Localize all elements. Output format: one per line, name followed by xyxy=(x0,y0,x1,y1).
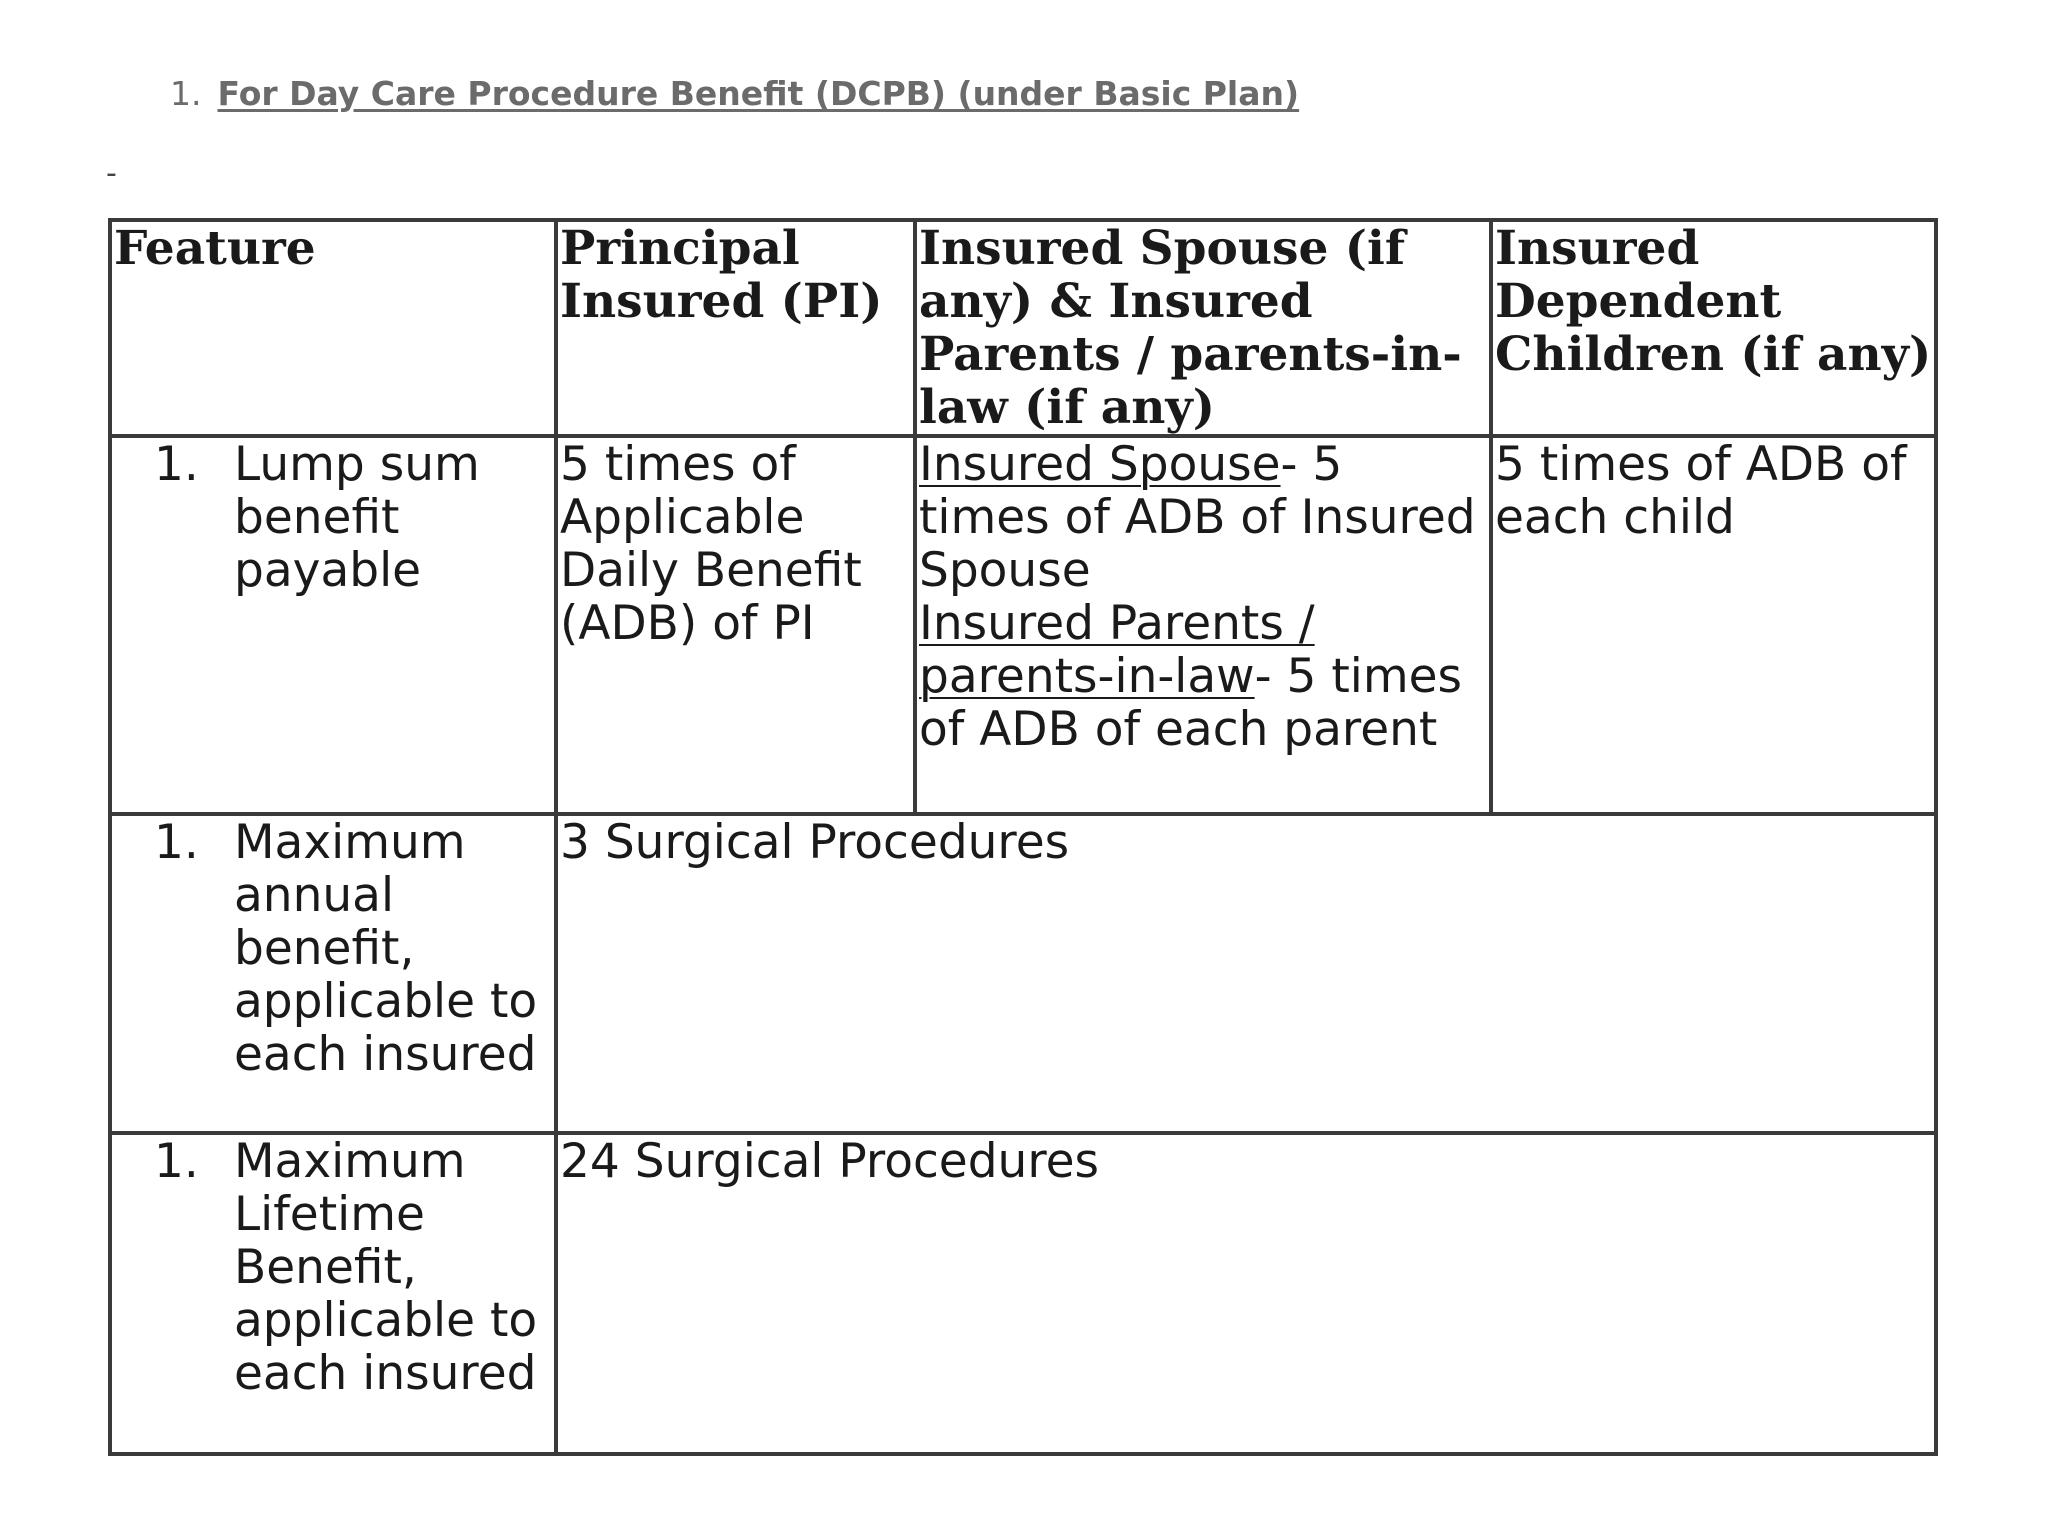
stray-dash: - xyxy=(106,156,117,191)
principal-value: 5 times of Applicable Daily Benefit (ADB) of PI xyxy=(556,436,915,814)
merged-value: 3 Surgical Procedures xyxy=(556,814,1936,1133)
header-insured-children: Insured Dependent Children (if any) xyxy=(1491,220,1936,436)
parents-label: Insured Parents / parents-in-law xyxy=(919,596,1315,704)
table-row xyxy=(110,814,1936,1133)
children-value: 5 times of ADB of each child xyxy=(1491,436,1936,814)
header-principal-insured: Principal Insured (PI) xyxy=(556,220,915,436)
header-insured-spouse-parents: Insured Spouse (if any) & Insured Parents / parents-in-law (if any) xyxy=(915,220,1491,436)
list-number: 1. xyxy=(154,1134,199,1189)
spouse-parents-value xyxy=(915,436,1491,814)
list-number: 1. xyxy=(154,437,199,492)
section-heading xyxy=(170,74,1299,113)
parents-text: - 5 times of ADB of each parent xyxy=(919,649,1463,757)
feature-label: Maximum annual benefit, applicable to each insured xyxy=(234,815,538,1082)
table-header-row xyxy=(110,220,1936,436)
feature-cell xyxy=(110,1133,556,1454)
section-heading-number: 1. xyxy=(170,74,202,113)
feature-label: Maximum Lifetime Benefit, applicable to each insured xyxy=(234,1134,538,1401)
merged-value: 24 Surgical Procedures xyxy=(556,1133,1936,1454)
table-row xyxy=(110,1133,1936,1454)
spouse-label: Insured Spouse xyxy=(919,437,1281,492)
spouse-text: - 5 times of ADB of Insured Spouse xyxy=(919,437,1476,598)
header-feature: Feature xyxy=(110,220,556,436)
feature-cell xyxy=(110,814,556,1133)
list-number: 1. xyxy=(154,815,199,870)
benefit-table xyxy=(108,218,1938,1456)
section-heading-title: For Day Care Procedure Benefit (DCPB) (under Basic Plan) xyxy=(217,74,1300,113)
feature-cell xyxy=(110,436,556,814)
feature-label: Lump sum benefit payable xyxy=(234,437,480,598)
table-row xyxy=(110,436,1936,814)
